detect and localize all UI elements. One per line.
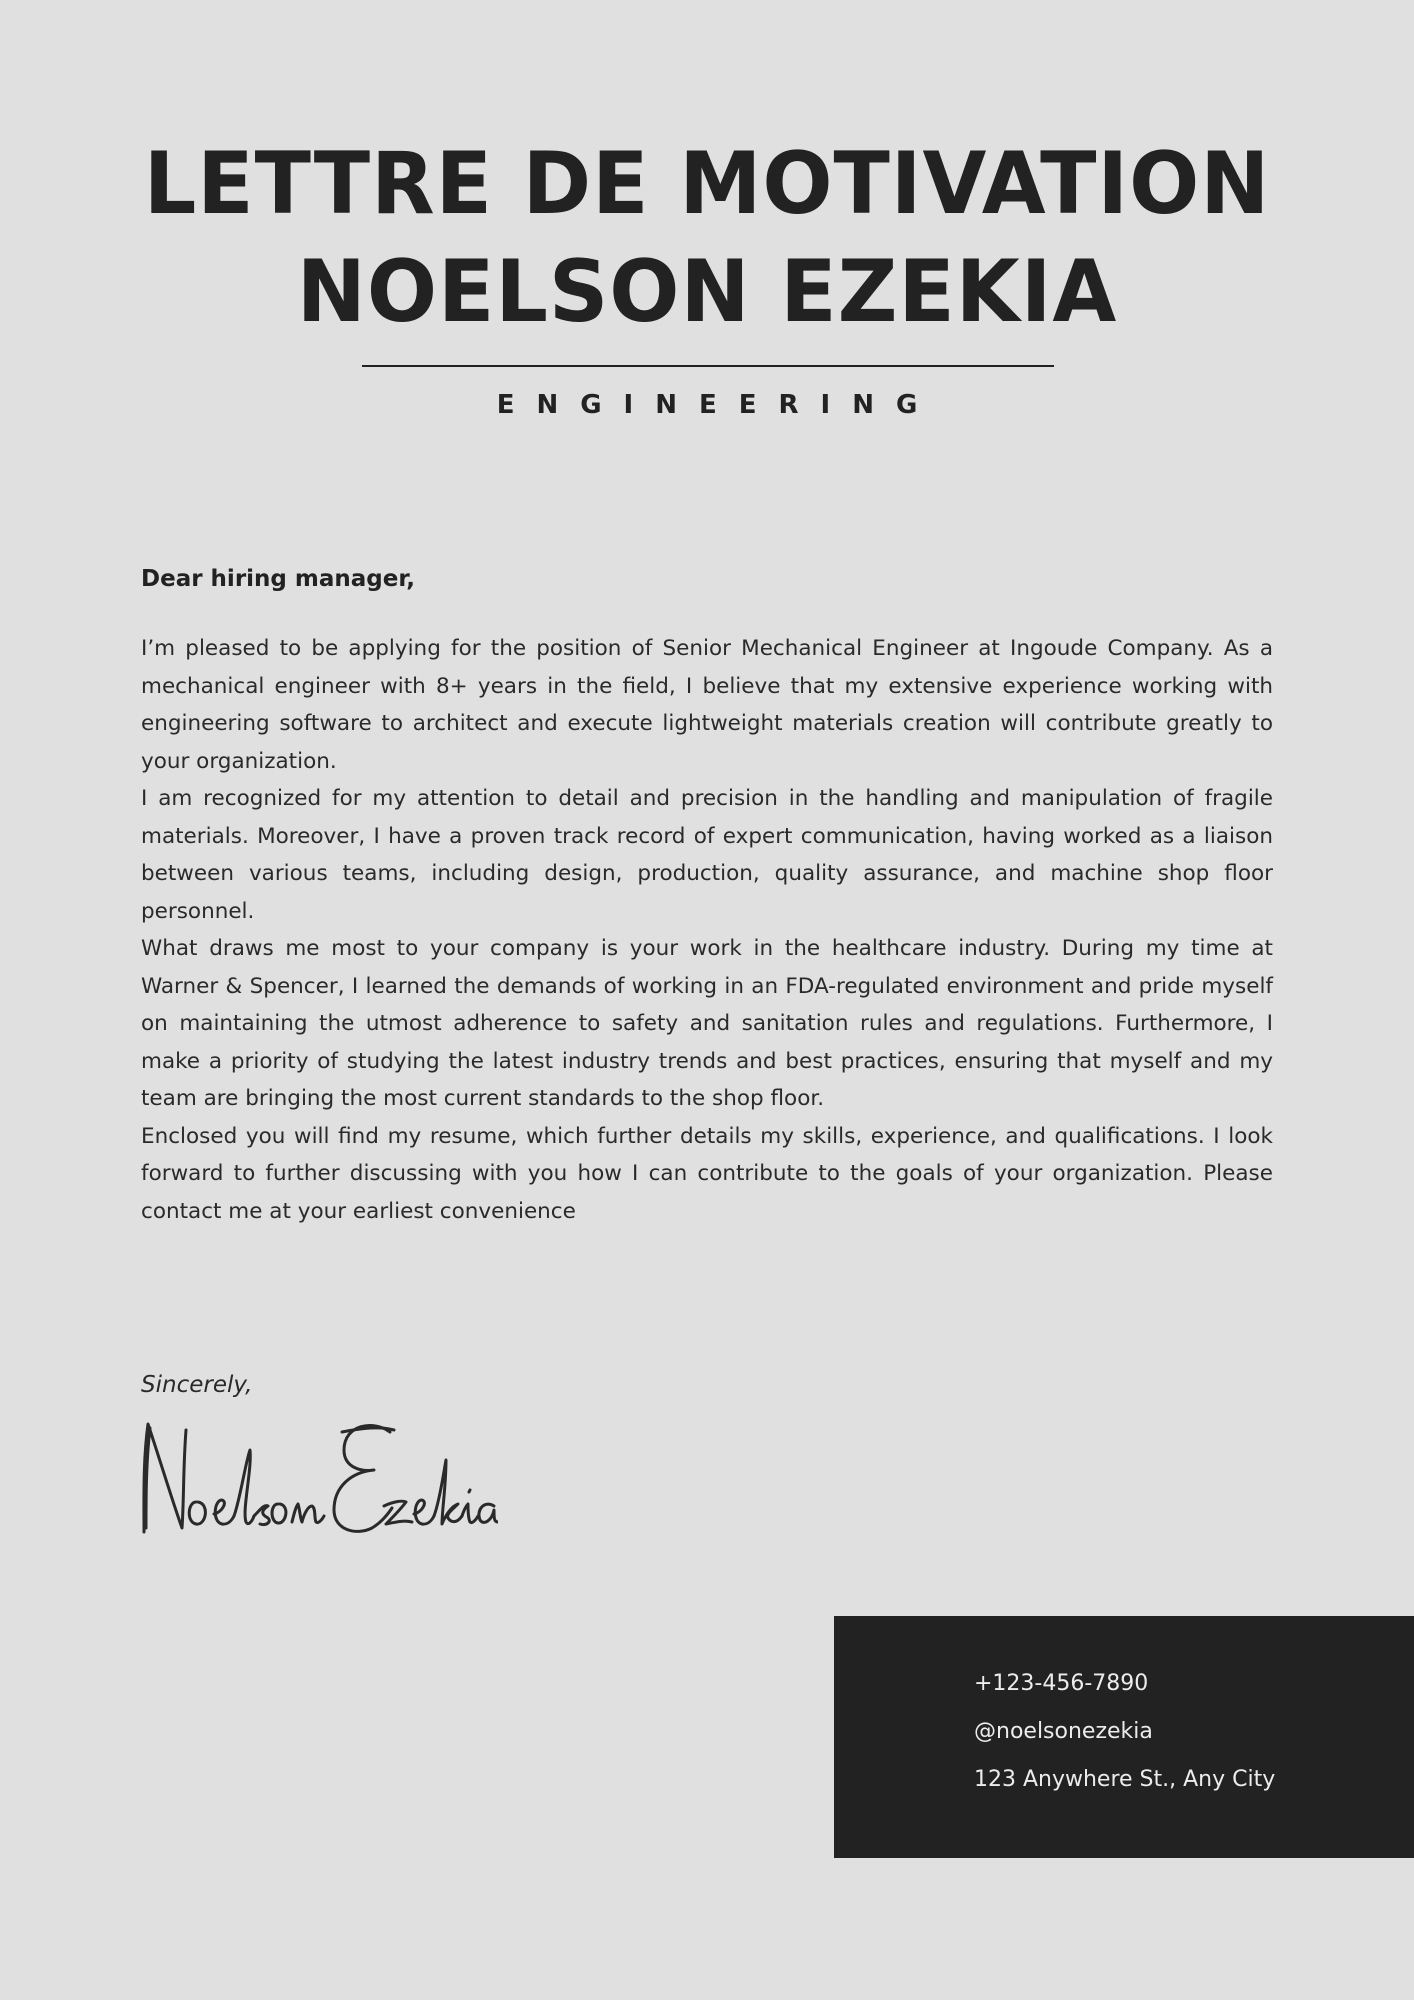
handwritten-signature	[138, 1410, 498, 1540]
letter-body	[141, 630, 1273, 1230]
letter-closing: Sincerely,	[141, 1372, 253, 1398]
title-line-2: NOELSON EZEKIA	[296, 242, 1118, 342]
letter-paragraph: What draws me most to your company is your work in the healthcare industry. During my time at Warner & Spencer, I learned the demands of working in an FDA-regulated environment and pride myself on maintaining the utmost adherence to safety and sanitation rules and regulations. Furthermore, I make a priority of studying the latest industry trends and best practices, ensuring that myself and my team are bringing the most current standards to the shop floor.	[141, 936, 1273, 1111]
contact-handle: @noelsonezekia	[974, 1719, 1153, 1744]
title-line-1: LETTRE DE MOTIVATION	[143, 134, 1271, 234]
page-title	[0, 130, 1414, 346]
contact-panel	[834, 1616, 1414, 1858]
contact-phone: +123-456-7890	[974, 1671, 1149, 1696]
letter-paragraph: Enclosed you will find my resume, which further details my skills, experience, and qualifications. I look forward to further discussing with you how I can contribute to the goals of your organization. Please contact me at your earliest convenience	[141, 1123, 1273, 1224]
letter-paragraph: I am recognized for my attention to detail and precision in the handling and manipulation of fragile materials. Moreover, I have a proven track record of expert communication, having worked as a liaison between various teams, including design, production, quality assurance, and machine shop floor personnel.	[141, 786, 1273, 924]
contact-address: 123 Anywhere St., Any City	[974, 1767, 1276, 1792]
letter-greeting: Dear hiring manager,	[141, 566, 416, 592]
letter-paragraph: I’m pleased to be applying for the position of Senior Mechanical Engineer at Ingoude Company. As a mechanical engineer with 8+ years in the field, I believe that my extensive experience working with engineering software to architect and execute lightweight materials creation will contribute greatly to your organization.	[141, 636, 1273, 774]
title-divider	[362, 365, 1054, 367]
subtitle: ENGINEERING	[496, 390, 940, 420]
